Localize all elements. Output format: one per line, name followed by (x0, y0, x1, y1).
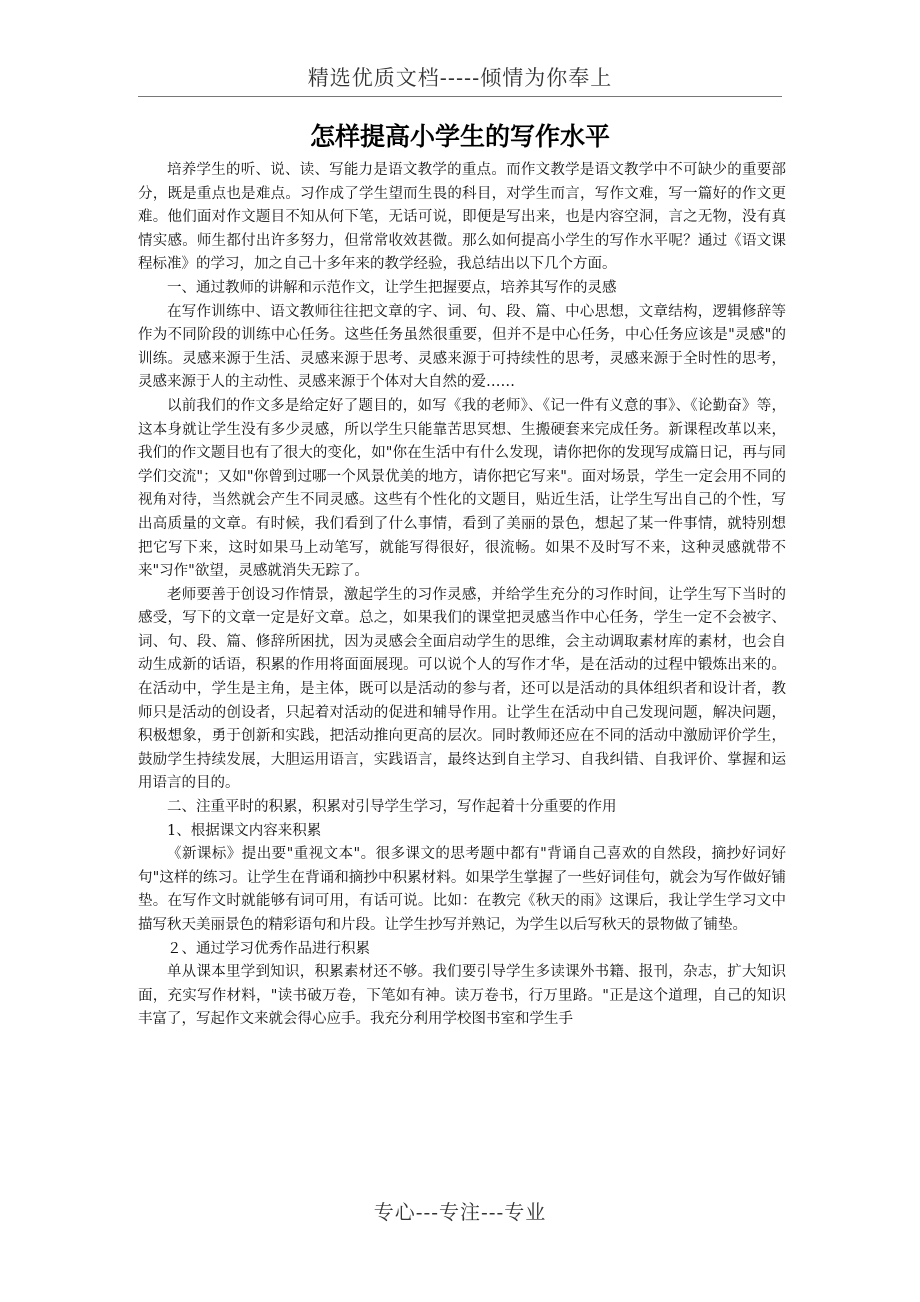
paragraph: 单从课本里学到知识，积累素材还不够。我们要引导学生多读课外书籍、报刊，杂志，扩大知识面，充实写作材料，"读书破万卷，下笔如有神。读万卷书，行万里路。"正是这个道理，自己的知识丰富了，写起作文来就会得心应手。我充分利用学校图书室和学生手 (138, 964, 786, 1028)
document-body (138, 159, 786, 1032)
section-heading-2: 二、注重平时的积累，积累对引导学生学习，写作起着十分重要的作用 (167, 799, 617, 816)
section-heading-1: 一、通过教师的讲解和示范作文，让学生把握要点，培养其写作的灵感 (167, 279, 617, 296)
document-title: 怎样提高小学生的写作水平 (309, 122, 610, 151)
paragraph: 在写作训练中、语文教师往往把文章的字、词、句、段、篇、中心思想，文章结构，逻辑修辞等作为不同阶段的训练中心任务。这些任务虽然很重要，但并不是中心任务，中心任务应该是"灵感"的训练。灵感来源于生活、灵感来源于思考、灵感来源于可持续性的思考，灵感来源于全时性的思考，灵感来源于人的主动性、灵感来源于个体对大自然的爱…… (138, 303, 786, 391)
page-footer: 专心---专注---专业 (373, 1200, 547, 1224)
subsection-heading-2: ２、通过学习优秀作品进行积累 (167, 940, 370, 957)
paragraph: 以前我们的作文多是给定好了题目的，如写《我的老师》、《记一件有义意的事》、《论勤奋》等，这本身就让学生没有多少灵感，所以学生只能靠苦思冥想、生搬硬套来完成任务。新课程改革以来，我们的作文题目也有了很大的变化，如"你在生活中有什么发现，请你把你的发现写成篇日记，再与同学们交流"；又如"你曾到过哪一个风景优美的地方，请你把它写来"。面对场景，学生一定会用不同的视角对待，当然就会产生不同灵感。这些有个性化的文题目，贴近生活，让学生写出自己的个性，写出高质量的文章。有时候，我们看到了什么事情，看到了美丽的景色，想起了某一件事情，就特别想把它写下来，这时如果马上动笔写，就能写得很好，很流畅。如果不及时写不来，这种灵感就带不来"习作"欲望，灵感就消失无踪了。 (138, 397, 786, 580)
paragraph: 《新课标》提出要"重视文本"。很多课文的思考题中都有"背诵自己喜欢的自然段，摘抄好词好句"这样的练习。让学生在背诵和摘抄中积累材料。如果学生掌握了一些好词佳句，就会为写作做好铺垫。在写作文时就能够有词可用，有话可说。比如：在教完《秋天的雨》这课后，我让学生学习文中描写秋天美丽景色的精彩语句和片段。让学生抄写并熟记，为学生以后写秋天的景物做了铺垫。 (138, 846, 786, 933)
subsection-heading-1: 1、根据课文内容来积累 (167, 822, 322, 839)
page-header: 精选优质文档-----倾情为你奉上 (307, 66, 613, 90)
header-divider (138, 96, 782, 97)
paragraph-intro: 培养学生的听、说、读、写能力是语文教学的重点。而作文教学是语文教学中不可缺少的重要部分，既是重点也是难点。习作成了学生望而生畏的科目，对学生而言，写作文难，写一篇好的作文更难。他们面对作文题目不知从何下笔，无话可说，即便是写出来，也是内容空洞，言之无物，没有真情实感。师生都付出许多努力，但常常收效甚微。那么如何提高小学生的写作水平呢？通过《语文课程标准》的学习，加之自己十多年来的教学经验，我总结出以下几个方面。 (138, 162, 786, 273)
paragraph: 老师要善于创设习作情景，激起学生的习作灵感，并给学生充分的习作时间，让学生写下当时的感受，写下的文章一定是好文章。总之，如果我们的课堂把灵感当作中心任务，学生一定不会被字、词、句、段、篇、修辞所困扰，因为灵感会全面启动学生的思维，会主动调取素材库的素材，也会自动生成新的话语，积累的作用将面面展现。可以说个人的写作才华，是在活动的过程中锻炼出来的。在活动中，学生是主角，是主体，既可以是活动的参与者，还可以是活动的具体组织者和设计者，教师只是活动的创设者，只起着对活动的促进和辅导作用。让学生在活动中自己发现问题，解决问题，积极想象，勇于创新和实践，把活动推向更高的层次。同时教师还应在不同的活动中激励评价学生，鼓励学生持续发展，大胆运用语言，实践语言，最终达到自主学习、自我纠错、自我评价、掌握和运用语言的目的。 (138, 586, 786, 792)
